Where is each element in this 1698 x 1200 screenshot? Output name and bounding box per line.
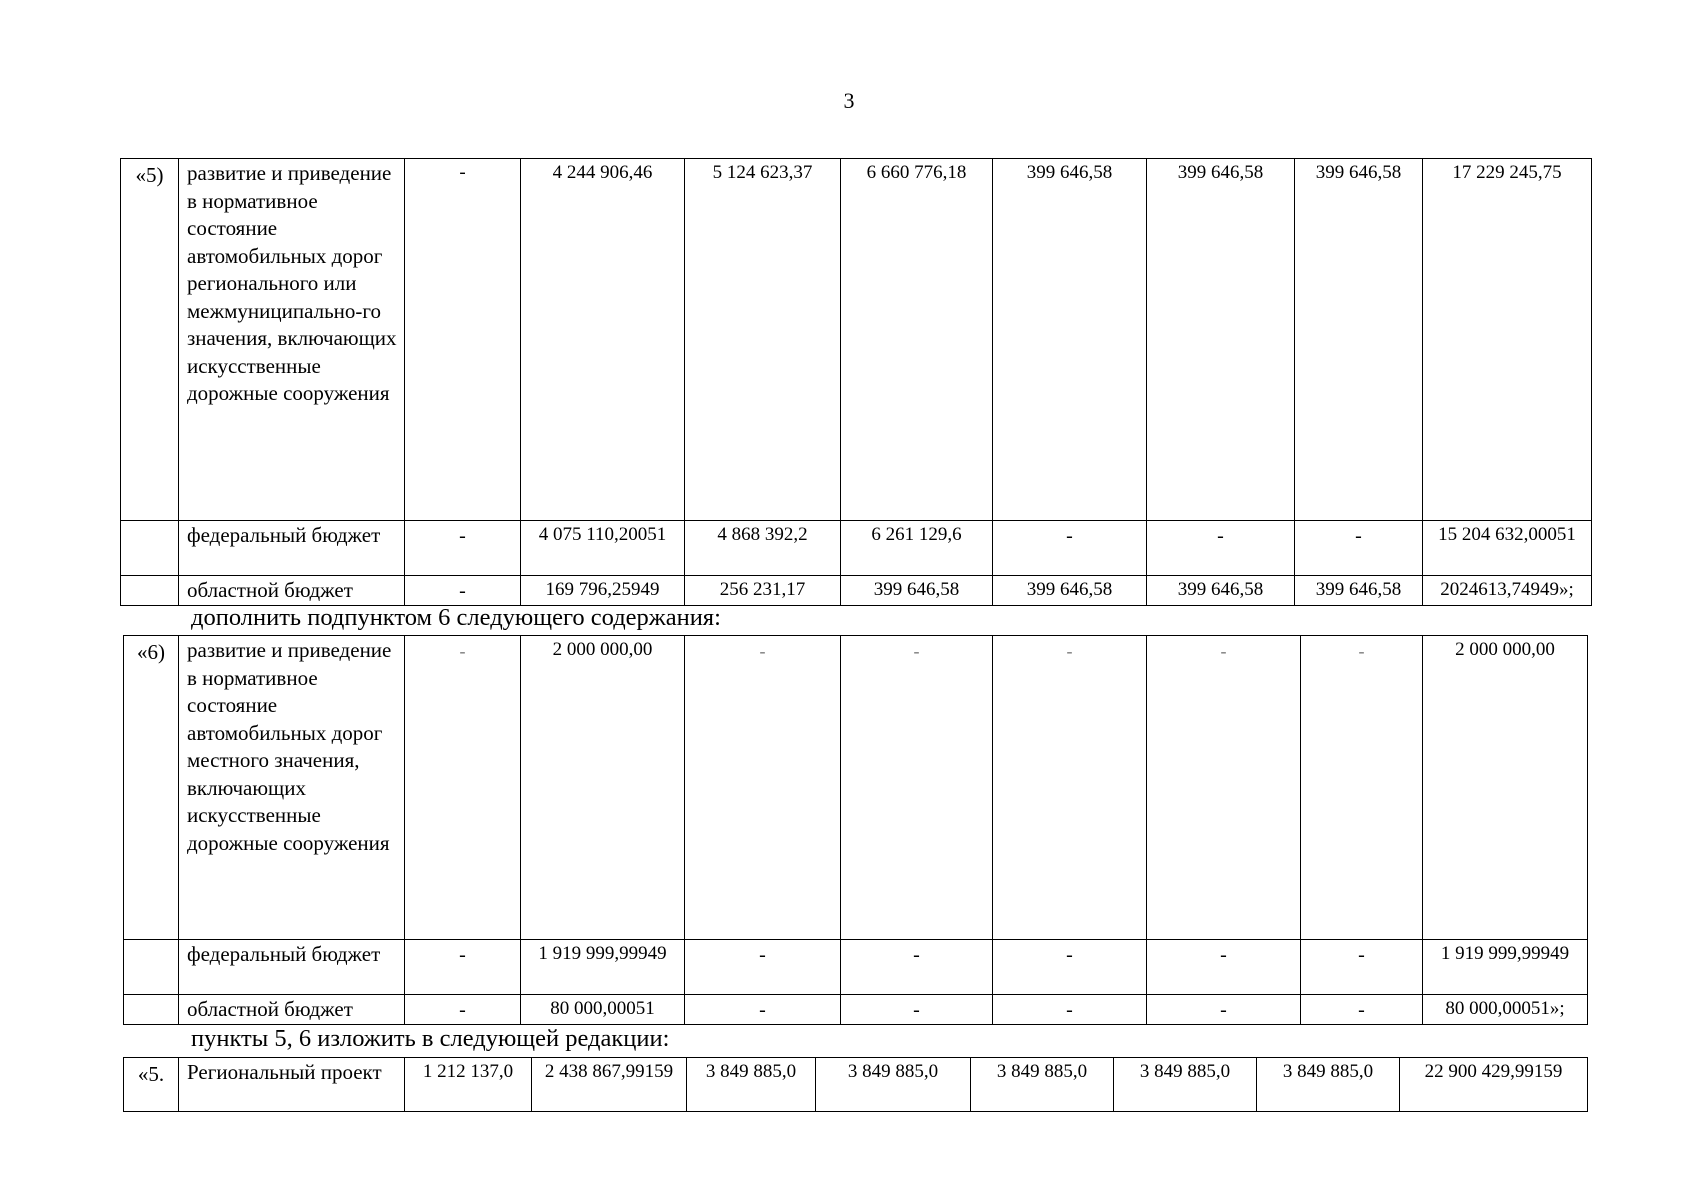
value-cell: 399 646,58 — [993, 576, 1147, 606]
row-label: областной бюджет — [179, 576, 405, 606]
row-index — [124, 940, 179, 995]
value-cell: - — [1147, 636, 1301, 940]
row-label: областной бюджет — [179, 995, 405, 1025]
row-index — [121, 521, 179, 576]
value-cell: - — [405, 576, 521, 606]
value-cell: - — [841, 636, 993, 940]
table-row — [124, 1058, 1588, 1112]
table-row — [121, 576, 1592, 606]
value-cell: 399 646,58 — [1295, 576, 1423, 606]
total-cell: 15 204 632,00051 — [1423, 521, 1592, 576]
row-index — [121, 576, 179, 606]
value-cell: - — [1147, 995, 1301, 1025]
row-label: федеральный бюджет — [179, 940, 405, 995]
total-cell: 17 229 245,75 — [1423, 159, 1592, 521]
value-cell: - — [993, 940, 1147, 995]
row-index: «5) — [121, 159, 179, 521]
funding-table-item-5 — [123, 1057, 1588, 1112]
funding-table-subitem-5 — [120, 158, 1592, 606]
value-cell: - — [1301, 636, 1423, 940]
total-cell: 2 000 000,00 — [1423, 636, 1588, 940]
value-cell: - — [993, 636, 1147, 940]
total-cell: 80 000,00051»; — [1423, 995, 1588, 1025]
value-cell: 3 849 885,0 — [1257, 1058, 1400, 1112]
total-cell: 22 900 429,99159 — [1400, 1058, 1588, 1112]
value-cell: - — [405, 159, 521, 521]
value-cell: 1 919 999,99949 — [521, 940, 685, 995]
value-cell: 4 244 906,46 — [521, 159, 685, 521]
value-cell: - — [1147, 940, 1301, 995]
row-index: «5. — [124, 1058, 179, 1112]
row-label: развитие и приведение в нормативное состояние автомобильных дорог регионального или межмуниципально-го значения, включающих искусственные дорожные сооружения — [179, 159, 405, 521]
table-row — [121, 159, 1592, 521]
value-cell: - — [993, 995, 1147, 1025]
value-cell: 256 231,17 — [685, 576, 841, 606]
table-row — [124, 995, 1588, 1025]
value-cell: 399 646,58 — [1295, 159, 1423, 521]
value-cell: 5 124 623,37 — [685, 159, 841, 521]
row-label: развитие и приведение в нормативное состояние автомобильных дорог местного значения, включающих искусственные дорожные сооружения — [179, 636, 405, 940]
value-cell: 4 868 392,2 — [685, 521, 841, 576]
value-cell: 399 646,58 — [993, 159, 1147, 521]
value-cell: - — [685, 995, 841, 1025]
value-cell: 399 646,58 — [1147, 159, 1295, 521]
value-cell: 1 212 137,0 — [405, 1058, 532, 1112]
value-cell: 80 000,00051 — [521, 995, 685, 1025]
value-cell: - — [1147, 521, 1295, 576]
funding-table-subitem-6 — [123, 635, 1588, 1025]
value-cell: 399 646,58 — [841, 576, 993, 606]
value-cell: - — [1301, 995, 1423, 1025]
value-cell: - — [685, 940, 841, 995]
row-index — [124, 995, 179, 1025]
table-row — [124, 940, 1588, 995]
amendment-note: пункты 5, 6 изложить в следующей редакции: — [191, 1025, 670, 1052]
table-row — [124, 636, 1588, 940]
row-index: «6) — [124, 636, 179, 940]
value-cell: - — [993, 521, 1147, 576]
value-cell: - — [841, 940, 993, 995]
value-cell: 2 438 867,99159 — [532, 1058, 687, 1112]
value-cell: 3 849 885,0 — [687, 1058, 816, 1112]
amendment-note: дополнить подпунктом 6 следующего содержания: — [191, 604, 721, 631]
page-number: 3 — [843, 88, 855, 113]
value-cell: - — [1295, 521, 1423, 576]
value-cell: - — [405, 521, 521, 576]
value-cell: 3 849 885,0 — [1114, 1058, 1257, 1112]
table-row — [121, 521, 1592, 576]
value-cell: - — [405, 995, 521, 1025]
value-cell: - — [841, 995, 993, 1025]
value-cell: 3 849 885,0 — [816, 1058, 971, 1112]
value-cell: 6 261 129,6 — [841, 521, 993, 576]
row-label: федеральный бюджет — [179, 521, 405, 576]
value-cell: - — [685, 636, 841, 940]
value-cell: - — [1301, 940, 1423, 995]
value-cell: 4 075 110,20051 — [521, 521, 685, 576]
value-cell: 2 000 000,00 — [521, 636, 685, 940]
value-cell: 399 646,58 — [1147, 576, 1295, 606]
value-cell: 169 796,25949 — [521, 576, 685, 606]
total-cell: 2024613,74949»; — [1423, 576, 1592, 606]
row-label: Региональный проект — [179, 1058, 405, 1112]
value-cell: 6 660 776,18 — [841, 159, 993, 521]
total-cell: 1 919 999,99949 — [1423, 940, 1588, 995]
value-cell: - — [405, 940, 521, 995]
value-cell: 3 849 885,0 — [971, 1058, 1114, 1112]
value-cell: - — [405, 636, 521, 940]
